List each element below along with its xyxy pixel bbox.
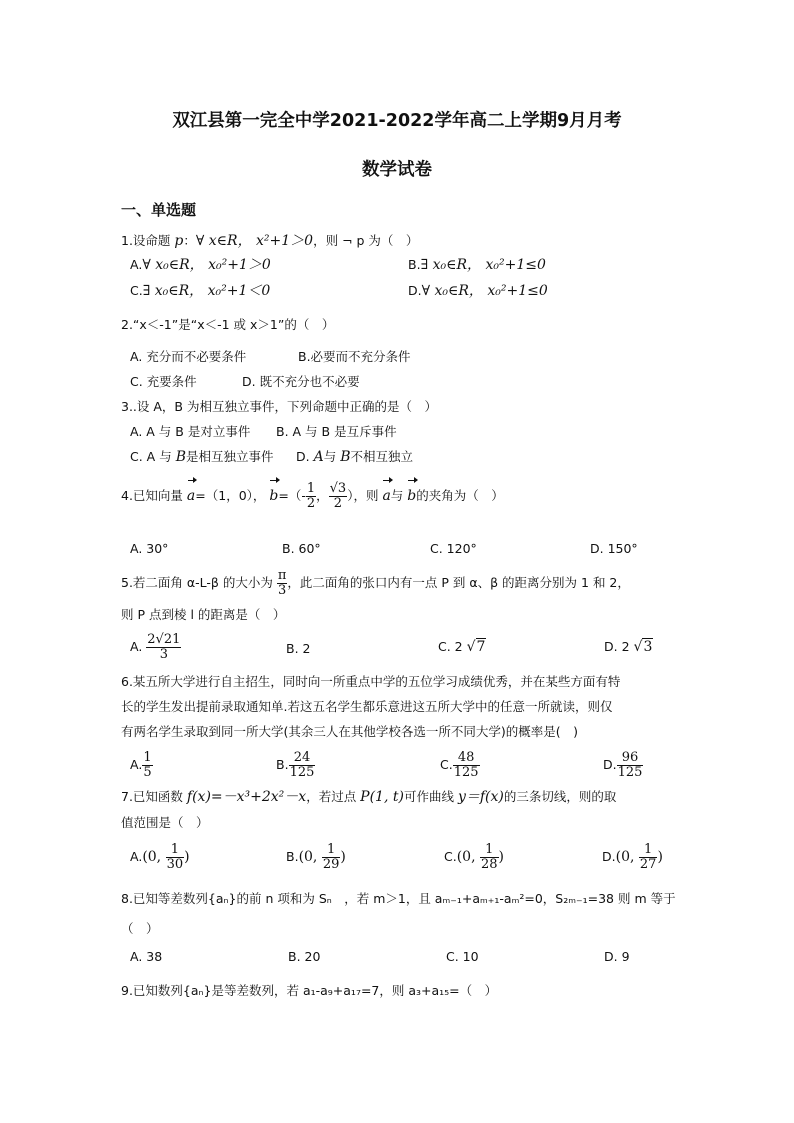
q1-option-a[interactable]: A.∀ x₀∈R， x₀²+1＞0 <box>130 257 271 273</box>
q8-stem: 8.已知等差数列{aₙ}的前 n 项和为 Sₙ ，若 m＞1，且 aₘ₋₁+aₘ₊₁-aₘ²=0，S₂ₘ₋₁=38 则 m 等于 <box>121 891 676 906</box>
q6-option-a[interactable]: A. $\frac{1}{5}$ <box>130 750 152 780</box>
vector-b: b <box>269 478 278 510</box>
q7-option-d[interactable]: D.(0, $\frac{1}{27}$ ) <box>602 842 663 872</box>
q2-option-a[interactable]: A. 充分而不必要条件 <box>130 349 247 364</box>
fraction: $\frac{1}{5}$ <box>143 750 152 780</box>
q4-stem: 4.已知向量 a=（1，0）， b=（- $\frac{1}{2}$ ， $\frac{√3}{2}$ ），则 a与 b的夹角为（ ） <box>121 478 504 511</box>
q1-option-d[interactable]: D.∀ x₀∈R， x₀²+1≤0 <box>408 283 548 299</box>
q6-option-b[interactable]: B. $\frac{24}{125}$ <box>276 750 315 780</box>
q1-option-b[interactable]: B.∃ x₀∈R， x₀²+1≤0 <box>408 257 546 273</box>
q8-option-b[interactable]: B. 20 <box>288 949 321 964</box>
q4-option-d[interactable]: D. 150° <box>590 541 638 556</box>
q1-stem: 1.设命题 p：∀ x∈R， x²+1＞0，则 ¬ p 为（ ） <box>121 233 419 249</box>
q9-stem: 9.已知数列{aₙ}是等差数列，若 a₁-a₉+a₁₇=7，则 a₃+a₁₅=（ ） <box>121 983 498 998</box>
fraction: $\frac{2√21}{3}$ <box>147 632 181 662</box>
q7-stem: 7.已知函数 f(x)=－x³+2x²－x，若过点 P(1, t)可作曲线 y＝f(x)的三条切线，则的取 <box>121 789 617 805</box>
q7-option-c[interactable]: C.(0, $\frac{1}{28}$ ) <box>444 842 504 872</box>
fraction: $\frac{\pi}{3}$ <box>277 568 287 598</box>
q2-option-c[interactable]: C. 充要条件 <box>130 374 197 389</box>
q3-option-d[interactable]: D. A与 B不相互独立 <box>296 449 413 465</box>
q8-option-d[interactable]: D. 9 <box>604 949 630 964</box>
sqrt-symbol: √3 <box>633 639 653 655</box>
q2-option-d[interactable]: D. 既不充分也不必要 <box>242 374 360 389</box>
sqrt-symbol: √7 <box>466 639 486 655</box>
q1-option-c[interactable]: C.∃ x₀∈R， x₀²+1＜0 <box>130 283 271 299</box>
q7-option-a[interactable]: A.(0, $\frac{1}{30}$ ) <box>130 842 190 872</box>
q8-stem-line2: （ ） <box>121 921 159 936</box>
q4-option-a[interactable]: A. 30° <box>130 541 169 556</box>
fraction: $\frac{√3}{2}$ <box>329 481 347 511</box>
q5-stem: 5.若二面角 α-L-β 的大小为 $\frac{\pi}{3}$ ，此二面角的张口内有一点 P 到 α、β 的距离分别为 1 和 2， <box>121 568 630 598</box>
fraction: $\frac{24}{125}$ <box>289 750 315 780</box>
q5-option-b[interactable]: B. 2 <box>286 641 311 656</box>
section-heading: 一、单选题 <box>121 201 197 219</box>
fraction: $\frac{1}{29}$ <box>322 842 340 872</box>
q5-option-d[interactable]: D. 2 √3 <box>604 639 653 655</box>
q6-stem-line1: 6.某五所大学进行自主招生，同时向一所重点中学的五位学习成绩优秀，并在某些方面有特 <box>121 674 621 689</box>
q6-stem-line3: 有两名学生录取到同一所大学(其余三人在其他学校各选一所不同大学)的概率是( ) <box>121 724 579 739</box>
fraction: $\frac{96}{125}$ <box>617 750 643 780</box>
q5-stem-line2: 则 P 点到棱 l 的距离是（ ） <box>121 607 286 622</box>
q7-stem-line2: 值范围是（ ） <box>121 815 209 830</box>
q8-option-a[interactable]: A. 38 <box>130 949 163 964</box>
fraction: $\frac{1}{27}$ <box>639 842 657 872</box>
q2-option-b[interactable]: B.必要而不充分条件 <box>298 349 411 364</box>
q5-option-c[interactable]: C. 2 √7 <box>438 639 486 655</box>
exam-subtitle: 数学试卷 <box>362 160 432 180</box>
fraction: $\frac{1}{28}$ <box>480 842 498 872</box>
q6-option-d[interactable]: D. $\frac{96}{125}$ <box>603 750 643 780</box>
vector-a: a <box>187 478 195 510</box>
q3-option-c[interactable]: C. A 与 B是相互独立事件 <box>130 449 274 465</box>
q6-stem-line2: 长的学生发出提前录取通知单.若这五名学生都乐意进这五所大学中的任意一所就读，则仅 <box>121 699 613 714</box>
fraction: $\frac{1}{30}$ <box>166 842 184 872</box>
q6-option-c[interactable]: C. $\frac{48}{125}$ <box>440 750 479 780</box>
q4-option-c[interactable]: C. 120° <box>430 541 477 556</box>
q3-stem: 3..设 A，B 为相互独立事件，下列命题中正确的是（ ） <box>121 399 437 414</box>
q2-stem: 2.“x＜-1”是“x＜-1 或 x＞1”的（ ） <box>121 317 335 332</box>
exam-title: 双江县第一完全中学2021-2022学年高二上学期9月月考 <box>172 111 622 131</box>
q5-option-a[interactable]: A. $\frac{2√21}{3}$ <box>130 632 181 662</box>
fraction: $\frac{48}{125}$ <box>453 750 479 780</box>
q8-option-c[interactable]: C. 10 <box>446 949 479 964</box>
fraction: $\frac{1}{2}$ <box>306 481 316 511</box>
q3-option-a[interactable]: A. A 与 B 是对立事件 <box>130 424 251 439</box>
q3-option-b[interactable]: B. A 与 B 是互斥事件 <box>276 424 397 439</box>
q4-option-b[interactable]: B. 60° <box>282 541 321 556</box>
q7-option-b[interactable]: B.(0, $\frac{1}{29}$ ) <box>286 842 346 872</box>
